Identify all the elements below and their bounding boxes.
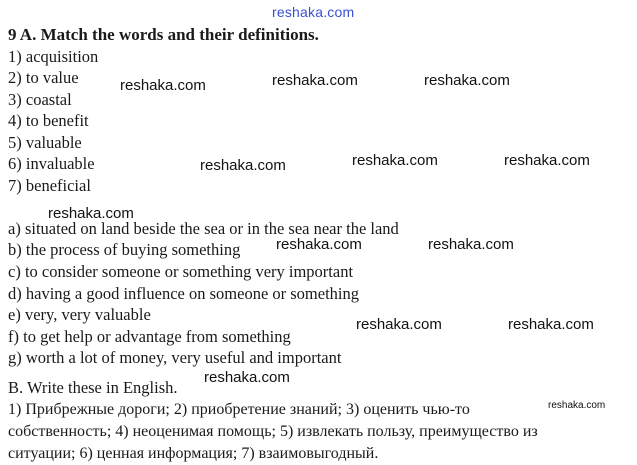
watermark: reshaka.com [120,77,206,94]
watermark: reshaka.com [424,72,510,89]
exercise-b-title: B. Write these in English. [8,378,178,397]
exercise-a-title: 9 A. Match the words and their definitions. [8,25,319,44]
exercise-b-line: ситуации; 6) ценная информация; 7) взаимовыгодный. [8,445,379,462]
definition-item: c) to consider someone or something very important [8,262,354,281]
watermark: reshaka.com [200,157,286,174]
definition-item: b) the process of buying something [8,240,241,259]
word-item: 1) acquisition [8,47,99,66]
watermark: reshaka.com [352,152,438,169]
definition-item: d) having a good influence on someone or something [8,284,360,303]
word-item: 5) valuable [8,133,82,152]
exercise-b-line: 1) Прибрежные дороги; 2) приобретение знаний; 3) оценить чью-то [8,401,470,418]
watermark-top: reshaka.com [272,4,355,20]
word-item: 4) to benefit [8,111,89,130]
exercise-b-line: собственность; 4) неоценимая помощь; 5) извлекать пользу, преимущество из [8,423,538,440]
word-item: 2) to value [8,68,79,87]
watermark: reshaka.com [428,236,514,253]
word-item: 6) invaluable [8,154,95,173]
word-item: 3) coastal [8,90,72,109]
watermark: reshaka.com [356,316,442,333]
watermark-small: reshaka.com [548,400,606,411]
definition-item: a) situated on land beside the sea or in the sea near the land [8,219,399,238]
definition-item: e) very, very valuable [8,305,151,324]
watermark: reshaka.com [504,152,590,169]
definition-item: g) worth a lot of money, very useful and important [8,348,342,367]
watermark: reshaka.com [508,316,594,333]
watermark: reshaka.com [204,369,290,386]
watermark: reshaka.com [276,236,362,253]
definition-item: f) to get help or advantage from something [8,327,291,346]
watermark: reshaka.com [48,205,134,222]
word-item: 7) beneficial [8,176,91,195]
watermark: reshaka.com [272,72,358,89]
